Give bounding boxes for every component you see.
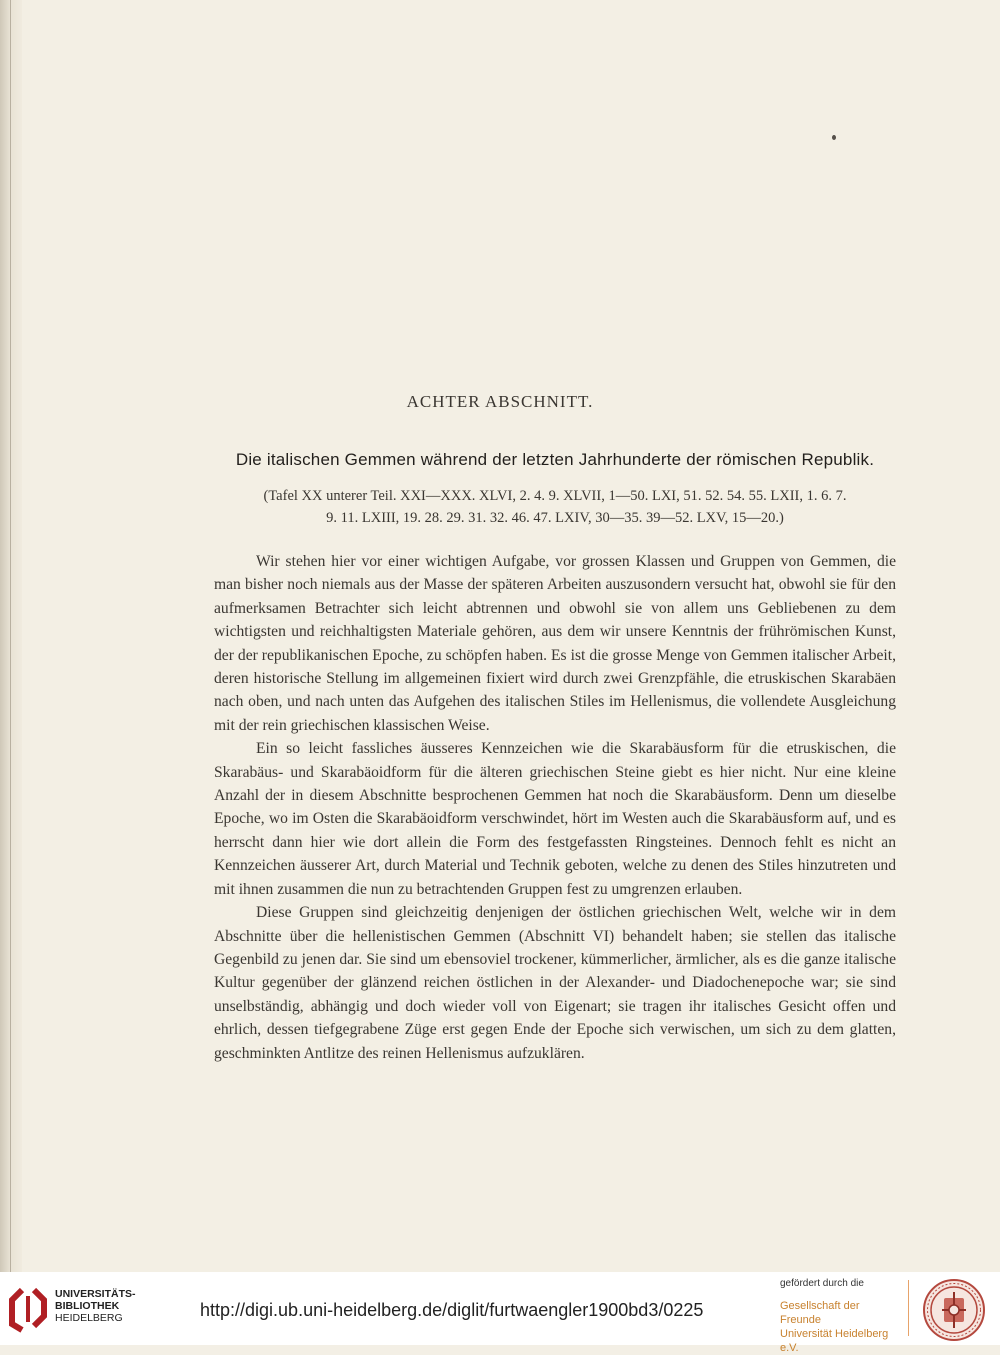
spine-fold-line	[10, 0, 11, 1272]
ub-logo-icon[interactable]	[8, 1286, 48, 1334]
library-name-line-2: BIBLIOTHEK	[55, 1300, 120, 1312]
footer-divider	[908, 1280, 909, 1336]
section-heading: ACHTER ABSCHNITT.	[406, 392, 594, 411]
sponsor-block[interactable]	[780, 1278, 900, 1355]
body-text	[214, 550, 896, 1065]
page-url-link[interactable]: http://digi.ub.uni-heidelberg.de/diglit/furtwaengler1900bd3/0225	[200, 1300, 704, 1320]
paragraph-2: Ein so leicht fassliches äusseres Kennzeichen wie die Skarabäusform für die etruskischen, die Skarabäus- und Skarabäoidform für die älteren griechischen Steine giebt es hier nicht. Nur eine kleine Anzahl der in diesem Abschnitte besprochenen Gemmen hat noch die Skarabäusform. Denn um dieselbe Epoche, wo im Osten die Skarabäoidform verschwindet, hört im Westen auch die Skarabäusform auf, und es herrscht dann hier wie dort allein die Form des festgefassten Ringsteines. Dennoch fehlt es nicht an Kennzeichen äusserer Art, durch Material und Technik geboten, welche zu denen des Stiles hinzutreten und mit ihnen zusammen die nun zu betrachtenden Gruppen fest zu umgrenzen erlauben.	[214, 740, 896, 898]
paper-speck	[832, 135, 836, 140]
plates-reference	[214, 485, 896, 529]
sponsor-name-line-1: Gesellschaft der Freunde	[780, 1300, 860, 1326]
university-seal-icon[interactable]	[922, 1278, 986, 1342]
library-name-line-3: HEIDELBERG	[55, 1312, 123, 1324]
library-name[interactable]	[55, 1288, 136, 1324]
sponsor-name-line-2: Universität Heidelberg e.V.	[780, 1328, 889, 1354]
paragraph-3: Diese Gruppen sind gleichzeitig denjenigen der östlichen griechischen Welt, welche wir in dem Abschnitte über die hellenistischen Gemmen (Abschnitt VI) behandelt haben; sie stellen das italische Gegenbild zu jenen dar. Sie sind um ebensoviel trockener, kümmerlicher, ärmlicher, als es die ganze italische Kultur gegenüber der glänzend reichen östlichen in der Alexander- und Diadochenepoche war; sie sind unselbständig, abhängig und doch wieder voll von Eigenart; sie tragen ihr italisches Gesicht offen und ehrlich, dessen tiefgegrabene Züge erst gegen Ende der Epoche sich verwischen, um sich zu dem glatten, geschminkten Antlitze des reinen Hellenismus aufzuklären.	[214, 904, 896, 1062]
plates-reference-line-2: 9. 11. LXIII, 19. 28. 29. 31. 32. 46. 47. LXIV, 30—35. 39—52. LXV, 15—20.)	[326, 510, 784, 526]
library-name-line-1: UNIVERSITÄTS-	[55, 1288, 136, 1300]
viewer-footer	[0, 1272, 1000, 1354]
book-spine-edge	[0, 0, 22, 1272]
plates-reference-line-1: (Tafel XX unterer Teil. XXI—XXX. XLVI, 2. 4. 9. XLVII, 1—50. LXI, 51. 52. 54. 55. LXII, 1. 6. 7.	[263, 488, 847, 504]
sponsor-lead: gefördert durch die	[780, 1278, 864, 1289]
paragraph-1: Wir stehen hier vor einer wichtigen Aufgabe, vor grossen Klassen und Gruppen von Gemmen, die man bisher noch niemals aus der Masse der späteren Arbeiten auszusondern versucht hat, obwohl sie für den aufmerksamen Betrachter sich leicht abtrennen und obwohl sie von allem uns Gebliebenen zu dem wichtigsten und reichhaltigsten Materiale gehören, aus dem wir unsere Kenntnis der frührömischen Kunst, der der republikanischen Epoche, zu schöpfen haben. Es ist die grosse Menge von Gemmen italischer Arbeit, deren historische Stellung im allgemeinen fixiert wird durch zwei Grenzpfähle, die etruskischen Skarabäen nach oben, und nach unten das Aufgehen des italischen Stiles im Hellenismus, die vollendete Ausgleichung mit der rein griechischen klassischen Weise.	[214, 553, 896, 734]
section-subtitle: Die italischen Gemmen während der letzten Jahrhunderte der römischen Republik.	[235, 450, 875, 469]
